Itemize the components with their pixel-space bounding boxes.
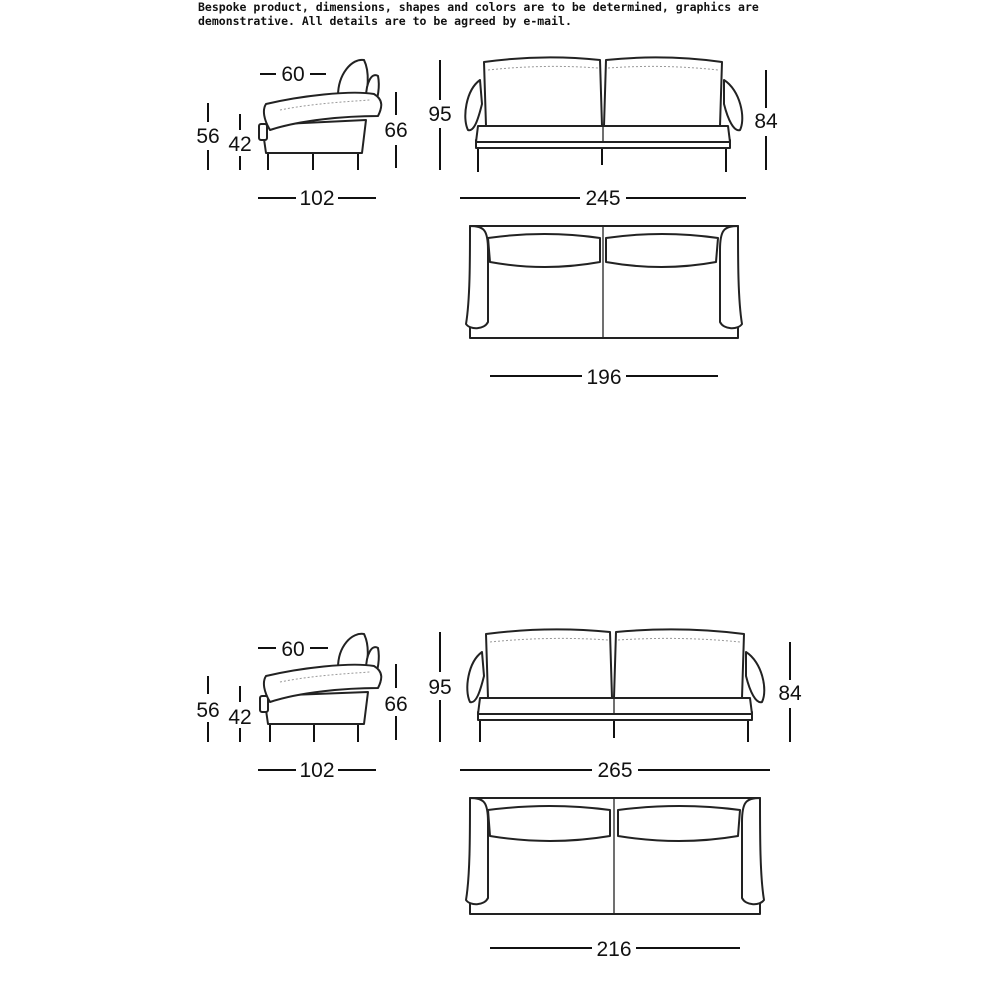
dim-plan-width-2: 216 <box>596 938 632 961</box>
dim-back-height: 95 <box>428 103 452 126</box>
dim-back-height-2: 95 <box>428 676 452 699</box>
sofa-245-plan-dimensions <box>490 366 718 389</box>
front-back-cushion-left-2 <box>486 629 612 698</box>
plan-arm-left <box>466 226 488 328</box>
dim-width: 245 <box>585 187 621 210</box>
plan-back-cushion-left-2 <box>488 806 610 841</box>
dim-seat-height-2: 42 <box>228 706 252 729</box>
front-back-cushion-right-2 <box>614 629 744 698</box>
sofa-245-side-view <box>259 60 381 170</box>
dim-seat-height: 42 <box>228 133 252 156</box>
plan-arm-right <box>720 226 742 328</box>
dim-depth-2: 102 <box>299 759 335 782</box>
sofa-265-side-view <box>260 634 381 742</box>
front-arm-right <box>724 80 742 130</box>
front-back-cushion-right <box>604 57 722 126</box>
dim-arm-height-front: 84 <box>754 110 778 133</box>
dim-seat-depth-2: 60 <box>281 638 305 661</box>
disclaimer-line-1: Bespoke product, dimensions, shapes and colors are to be determined, graphics are <box>198 0 759 14</box>
sofa-265-plan-dimensions <box>490 938 740 961</box>
dim-seat-depth: 60 <box>281 63 305 86</box>
plan-back-cushion-right <box>606 234 718 267</box>
dim-arm-height-side-2: 66 <box>384 693 408 716</box>
plan-back-cushion-left <box>488 234 600 267</box>
dim-total-height-2: 56 <box>196 699 220 722</box>
sofa-265-plan-view <box>466 798 764 914</box>
front-arm-left <box>465 80 482 130</box>
dim-total-height: 56 <box>196 125 220 148</box>
front-back-cushion-left <box>484 57 602 126</box>
sofa-245-front-view <box>465 57 742 172</box>
disclaimer-line-2: demonstrative. All details are to be agreed by e-mail. <box>198 14 572 28</box>
dim-depth: 102 <box>299 187 335 210</box>
dim-plan-width: 196 <box>586 366 622 389</box>
plan-back-cushion-right-2 <box>618 806 740 841</box>
sofa-245-plan-view <box>466 226 742 338</box>
dim-width-2: 265 <box>597 759 633 782</box>
dim-arm-height-side: 66 <box>384 119 408 142</box>
sofa-265-front-view <box>467 629 764 742</box>
side-front-bump <box>259 124 267 140</box>
front-seat-2 <box>478 698 752 714</box>
dim-arm-height-front-2: 84 <box>778 682 802 705</box>
